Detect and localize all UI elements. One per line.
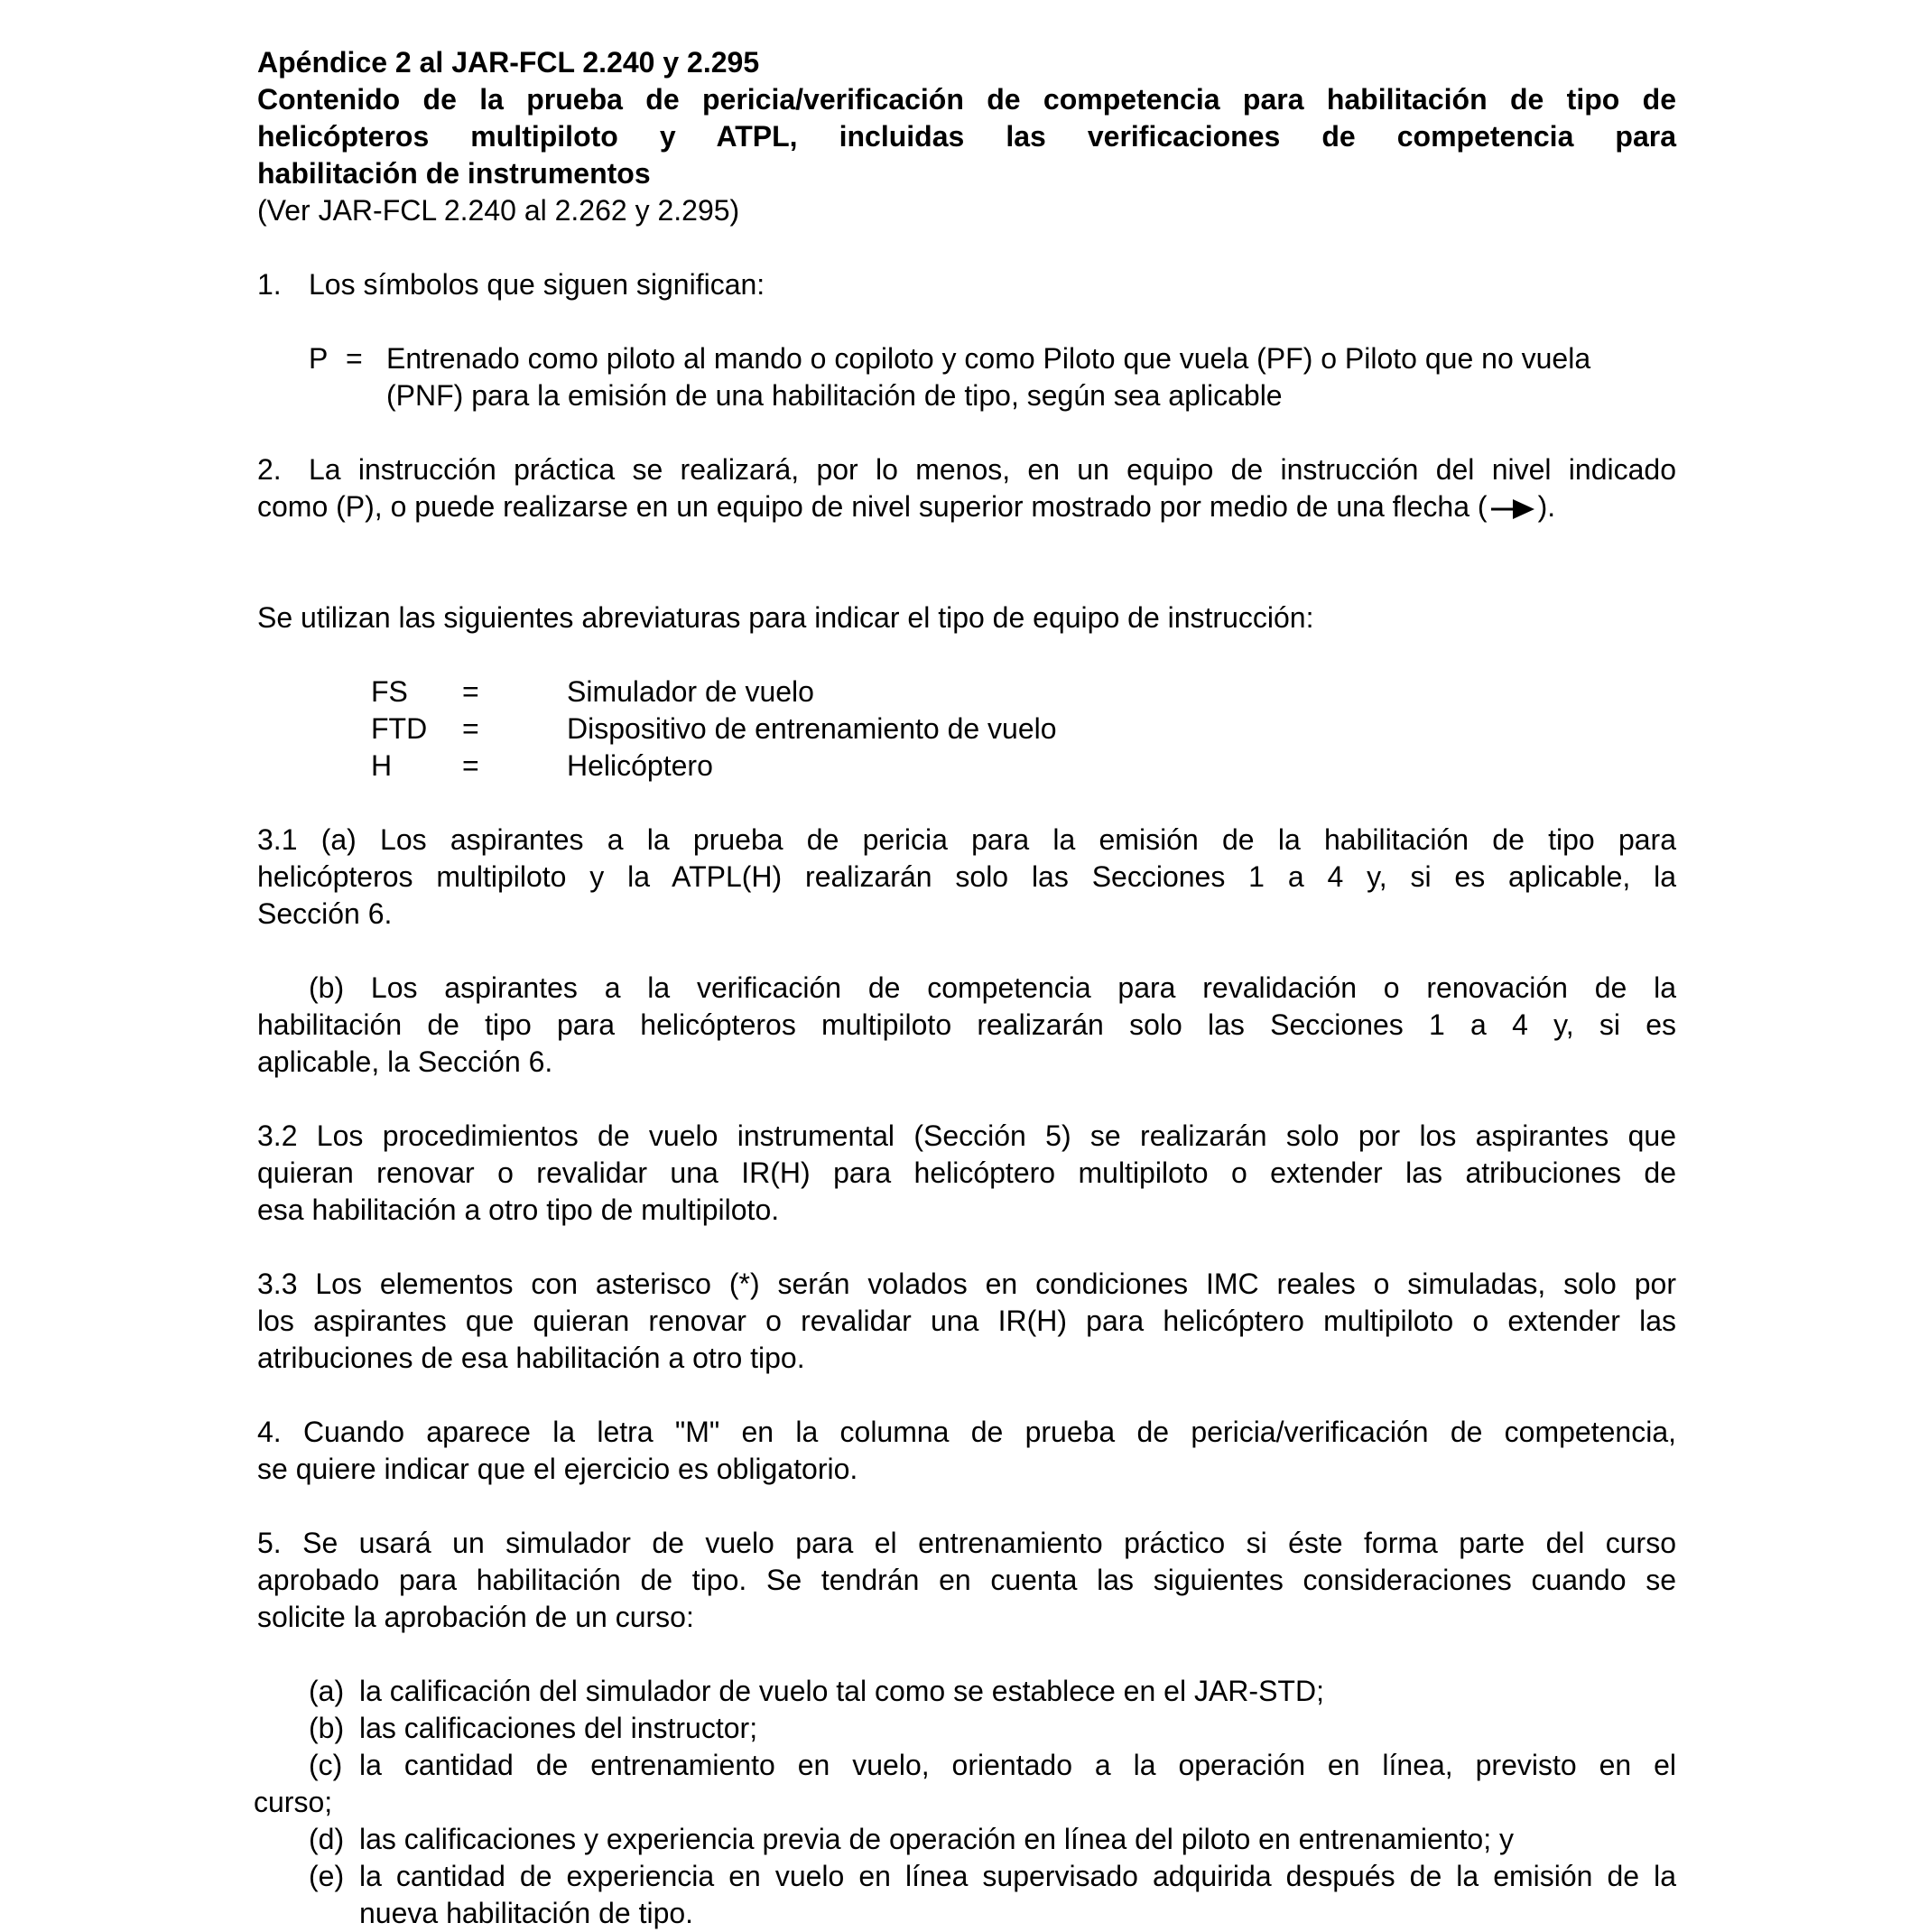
subtitle-line-2: helicópteros multipiloto y ATPL, incluidas las verificaciones de competencia para bbox=[257, 120, 1676, 153]
abbrev-desc-ftd: Dispositivo de entrenamiento de vuelo bbox=[567, 712, 1057, 745]
list-item-e-label: (e) bbox=[309, 1860, 345, 1892]
arrow-right-icon bbox=[1489, 497, 1536, 521]
symbol-p: P bbox=[309, 342, 329, 375]
section-3-1-b-line-1: (b) Los aspirantes a la verificación de competencia para revalidación o renovación de la bbox=[309, 971, 1676, 1004]
section-3-3-line-2: los aspirantes que quieran renovar o revalidar una IR(H) para helicóptero multipiloto o extender las bbox=[257, 1305, 1676, 1337]
section-3-2-line-2: quieran renovar o revalidar una IR(H) para helicóptero multipiloto o extender las atribuciones de bbox=[257, 1156, 1676, 1189]
section-3-1-b-line-3: aplicable, la Sección 6. bbox=[257, 1045, 553, 1078]
section-5-line-3: solicite la aprobación de un curso: bbox=[257, 1601, 694, 1633]
list-item-d-text: las calificaciones y experiencia previa de operación en línea del piloto en entrenamiento; y bbox=[359, 1823, 1514, 1855]
abbrev-desc-h: Helicóptero bbox=[567, 749, 713, 782]
section-3-1-a-line-2: helicópteros multipiloto y la ATPL(H) realizarán solo las Secciones 1 a 4 y, si es aplicable, la bbox=[257, 860, 1676, 893]
list-item-a-label: (a) bbox=[309, 1675, 345, 1707]
section-3-2-line-1: 3.2 Los procedimientos de vuelo instrumental (Sección 5) se realizarán solo por los aspirantes que bbox=[257, 1119, 1676, 1152]
list-item-a-text: la calificación del simulador de vuelo tal como se establece en el JAR-STD; bbox=[359, 1675, 1324, 1707]
section-2-line-2 bbox=[257, 488, 1683, 525]
list-item-e-text: la cantidad de experiencia en vuelo en línea supervisado adquirida después de la emisión de la bbox=[359, 1860, 1676, 1892]
section-3-3-line-1: 3.3 Los elementos con asterisco (*) serán volados en condiciones IMC reales o simuladas, solo por bbox=[257, 1268, 1676, 1300]
abbreviations-intro: Se utilizan las siguientes abreviaturas para indicar el tipo de equipo de instrucción: bbox=[257, 601, 1314, 634]
list-item-c-continuation: curso; bbox=[254, 1786, 333, 1818]
section-4-line-1: 4. Cuando aparece la letra "M" en la columna de prueba de pericia/verificación de competencia, bbox=[257, 1416, 1676, 1448]
section-3-1-a-line-1: 3.1 (a) Los aspirantes a la prueba de pericia para la emisión de la habilitación de tipo para bbox=[257, 823, 1676, 856]
abbrev-code-h: H bbox=[371, 749, 393, 782]
section-5-line-1: 5. Se usará un simulador de vuelo para el entrenamiento práctico si éste forma parte del curso bbox=[257, 1527, 1676, 1559]
abbrev-equals-fs: = bbox=[462, 675, 479, 708]
abbrev-code-fs: FS bbox=[371, 675, 408, 708]
section-3-3-line-3: atribuciones de esa habilitación a otro tipo. bbox=[257, 1342, 805, 1374]
abbrev-equals-ftd: = bbox=[462, 712, 479, 745]
section-2-line-2-text: como (P), o puede realizarse en un equipo de nivel superior mostrado por medio de una flecha ( bbox=[257, 490, 1488, 523]
abbrev-equals-h: = bbox=[462, 749, 479, 782]
reference-line: (Ver JAR-FCL 2.240 al 2.262 y 2.295) bbox=[257, 194, 740, 227]
list-item-c-text: la cantidad de entrenamiento en vuelo, orientado a la operación en línea, previsto en el bbox=[359, 1749, 1676, 1781]
subtitle-line-3: habilitación de instrumentos bbox=[257, 157, 651, 190]
list-item-e-continuation: nueva habilitación de tipo. bbox=[359, 1897, 694, 1929]
section-4-line-2: se quiere indicar que el ejercicio es obligatorio. bbox=[257, 1453, 858, 1485]
abbrev-code-ftd: FTD bbox=[371, 712, 428, 745]
list-item-d-label: (d) bbox=[309, 1823, 345, 1855]
list-item-b-label: (b) bbox=[309, 1712, 345, 1744]
section-2-line-2-end: ). bbox=[1537, 490, 1556, 523]
section-2-line-1: La instrucción práctica se realizará, por lo menos, en un equipo de instrucción del nivel indicado bbox=[309, 453, 1676, 486]
symbol-p-equals: = bbox=[346, 342, 363, 375]
section-1-number: 1. bbox=[257, 268, 282, 301]
list-item-c-label: (c) bbox=[309, 1749, 343, 1781]
section-5-line-2: aprobado para habilitación de tipo. Se tendrán en cuenta las siguientes consideraciones cuando se bbox=[257, 1564, 1676, 1596]
section-2-number: 2. bbox=[257, 453, 282, 486]
list-item-b-text: las calificaciones del instructor; bbox=[359, 1712, 758, 1744]
section-3-1-b-line-2: habilitación de tipo para helicópteros multipiloto realizarán solo las Secciones 1 a 4 y, si es bbox=[257, 1008, 1676, 1041]
subtitle-line-1: Contenido de la prueba de pericia/verificación de competencia para habilitación de tipo de bbox=[257, 83, 1676, 116]
symbol-p-definition-line-1: Entrenado como piloto al mando o copiloto y como Piloto que vuela (PF) o Piloto que no vuela bbox=[386, 342, 1591, 375]
section-1-text: Los símbolos que siguen significan: bbox=[309, 268, 765, 301]
appendix-title: Apéndice 2 al JAR-FCL 2.240 y 2.295 bbox=[257, 46, 760, 79]
abbrev-desc-fs: Simulador de vuelo bbox=[567, 675, 814, 708]
section-3-1-a-line-3: Sección 6. bbox=[257, 897, 393, 930]
symbol-p-definition-line-2: (PNF) para la emisión de una habilitación de tipo, según sea aplicable bbox=[386, 379, 1283, 412]
section-3-2-line-3: esa habilitación a otro tipo de multipiloto. bbox=[257, 1194, 780, 1226]
